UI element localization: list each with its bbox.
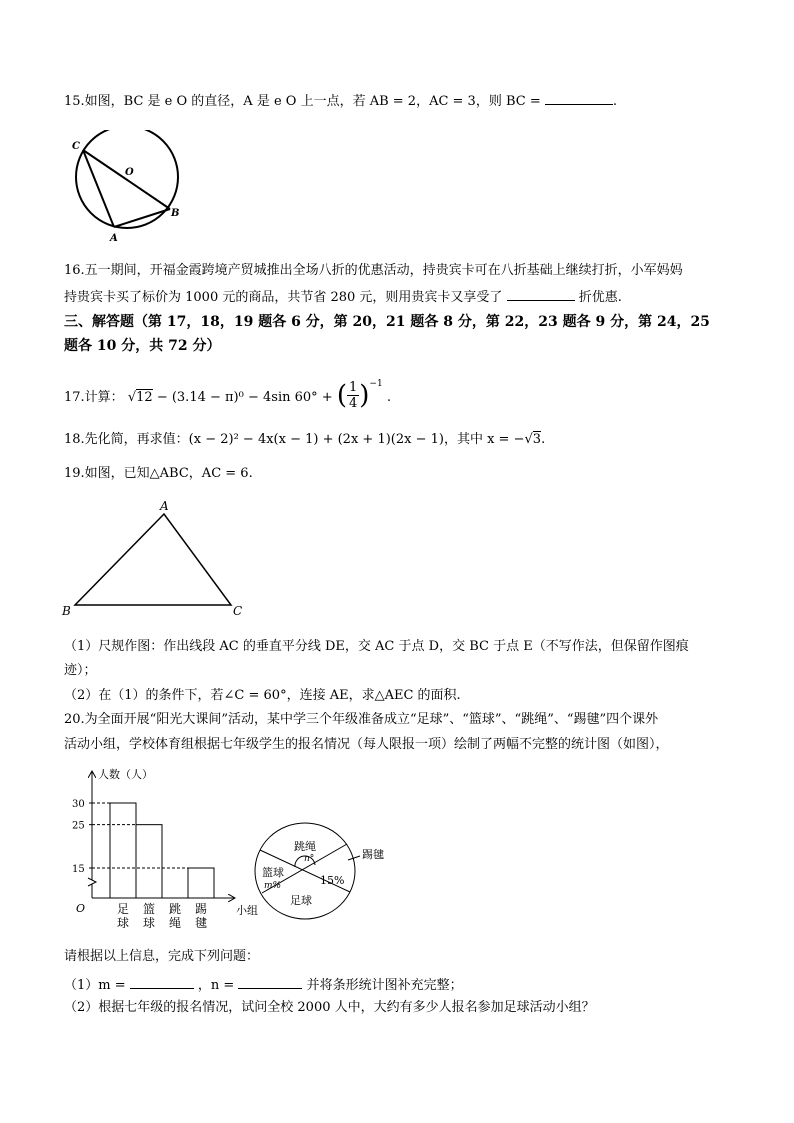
bar-0 (110, 803, 136, 898)
q19-text: 19.如图，已知△ABC，AC = 6. (64, 466, 253, 481)
q20-part1 (64, 974, 463, 995)
origin-label: O (76, 902, 86, 915)
q17-frac-num: 1 (348, 380, 358, 395)
m-answer-blank[interactable] (130, 974, 194, 989)
label-a: A (160, 499, 169, 513)
q17-rad: 12 (136, 390, 153, 405)
section3-heading-line1: 三、解答题（第 17，18，19 题各 6 分，第 20，21 题各 8 分，第 22，23 题各 9 分，第 24，25 (64, 314, 710, 330)
q17-mid: − (3.14 − π)⁰ − 4sin 60° + (156, 390, 333, 405)
pie-label-n: n° (304, 854, 315, 864)
q17-sqrt: √12 (127, 390, 153, 405)
q15-end: . (612, 94, 618, 109)
label-a: A (110, 233, 118, 244)
q15-text (64, 90, 617, 111)
q17-frac-den: 4 (348, 396, 358, 411)
pie-label-zuqiu: 足球 (290, 894, 312, 907)
category-label: 踢 (195, 902, 208, 916)
y-tick-label: 15 (72, 864, 85, 875)
q20-part1-tail: 并将条形统计图补充完整； (306, 978, 463, 993)
q16-line2-end: 折优惠. (578, 290, 622, 305)
y-tick-label: 30 (72, 799, 85, 810)
diameter-bc (83, 150, 170, 209)
q20-part2: （2）根据七年级的报名情况，试问全校 2000 人中，大约有多少人报名参加足球活动小组？ (64, 1000, 595, 1015)
q16-line2 (64, 286, 622, 307)
pie-label-tijian: 踢毽 (362, 848, 384, 861)
q15-answer-blank[interactable] (545, 90, 613, 105)
q20-prompt: 请根据以上信息，完成下列问题： (64, 949, 260, 964)
q17-rparen: ) (359, 380, 370, 411)
label-b: B (62, 604, 71, 618)
pie-label-tiaosheng: 跳绳 (294, 840, 316, 853)
q16-line1: 16.五一期间，开福金霞跨境产贸城推出全场八折的优惠活动，持贵宾卡可在八折基础上继续打折，小军妈妈 (64, 263, 683, 278)
triangle-abc (75, 514, 231, 605)
category-label: 球 (117, 916, 130, 930)
category-label: 球 (143, 916, 156, 930)
chord-ab (114, 209, 170, 227)
q17-paren-frac (337, 380, 383, 411)
q17-text (64, 378, 391, 413)
q19-part1-line2: 迹）； (64, 663, 97, 678)
q20-line1: 20.为全面开展“阳光大课间”活动，某中学三个年级准备成立“足球”、“篮球”、“跳绳”、“踢毽”四个课外 (64, 712, 659, 727)
q18-text (64, 431, 545, 449)
label-c: C (72, 141, 80, 152)
pie-chart (250, 818, 400, 928)
label-o: O (125, 167, 134, 178)
q17-lparen: ( (336, 380, 347, 411)
bars (72, 799, 214, 930)
y-axis-label: 人数（人） (98, 768, 153, 781)
q16-line2-text: 持贵宾卡买了标价为 1000 元的商品，共节省 280 元，则用贵宾卡又享受了 (64, 290, 503, 305)
q17-end: . (386, 390, 391, 405)
q20-line2: 活动小组，学校体育组根据七年级学生的报名情况（每人限报一项）绘制了两幅不完整的统计图（如图）， (64, 737, 669, 752)
category-label: 足 (117, 902, 130, 916)
q15-stem: 15.如图，BC 是 e O 的直径，A 是 e O 上一点，若 AB = 2，AC = 3，则 BC = (64, 94, 541, 109)
bar-3 (188, 868, 214, 898)
q18-stem: 18.先化简，再求值：(x − 2)² − 4x(x − 1) + (2x + 1)(2x − 1)，其中 x = − (64, 432, 525, 447)
q19-part1-line1: （1）尺规作图：作出线段 AC 的垂直平分线 DE，交 AC 于点 D，交 BC 于点 E（不写作法，但保留作图痕 (64, 639, 689, 654)
n-answer-blank[interactable] (238, 974, 302, 989)
q20-part1-n: ，n = (197, 978, 235, 993)
y-tick-label: 25 (72, 820, 85, 832)
q15-circle-figure (64, 130, 194, 250)
category-label: 篮 (143, 902, 156, 916)
pie-label-15pct: 15% (320, 874, 345, 887)
q18-sqrt: √3 (524, 432, 542, 447)
category-label: 毽 (195, 916, 208, 930)
category-label: 绳 (169, 916, 182, 930)
bar-chart (64, 766, 274, 936)
q20-part1-m: （1）m = (64, 978, 126, 993)
q17-frac (347, 380, 359, 411)
q16-answer-blank[interactable] (507, 286, 575, 301)
bar-1 (136, 825, 162, 898)
pie-label-lanqiu: 篮球 (262, 866, 284, 879)
pie-label-m: m% (264, 881, 282, 891)
q18-end: . (541, 432, 546, 447)
category-label: 跳 (169, 902, 182, 916)
label-b: B (171, 208, 180, 219)
q18-rad: 3 (532, 432, 542, 447)
q19-part2: （2）在（1）的条件下，若∠C = 60°，连接 AE，求△AEC 的面积. (64, 688, 461, 703)
q17-exp: −1 (369, 378, 383, 389)
label-c: C (233, 604, 243, 618)
section3-heading-line2: 题各 10 分，共 72 分） (64, 338, 221, 354)
q17-label: 17.计算： (64, 390, 124, 405)
x-axis-label: 小组 (236, 904, 258, 917)
q19-triangle-figure (60, 496, 250, 620)
